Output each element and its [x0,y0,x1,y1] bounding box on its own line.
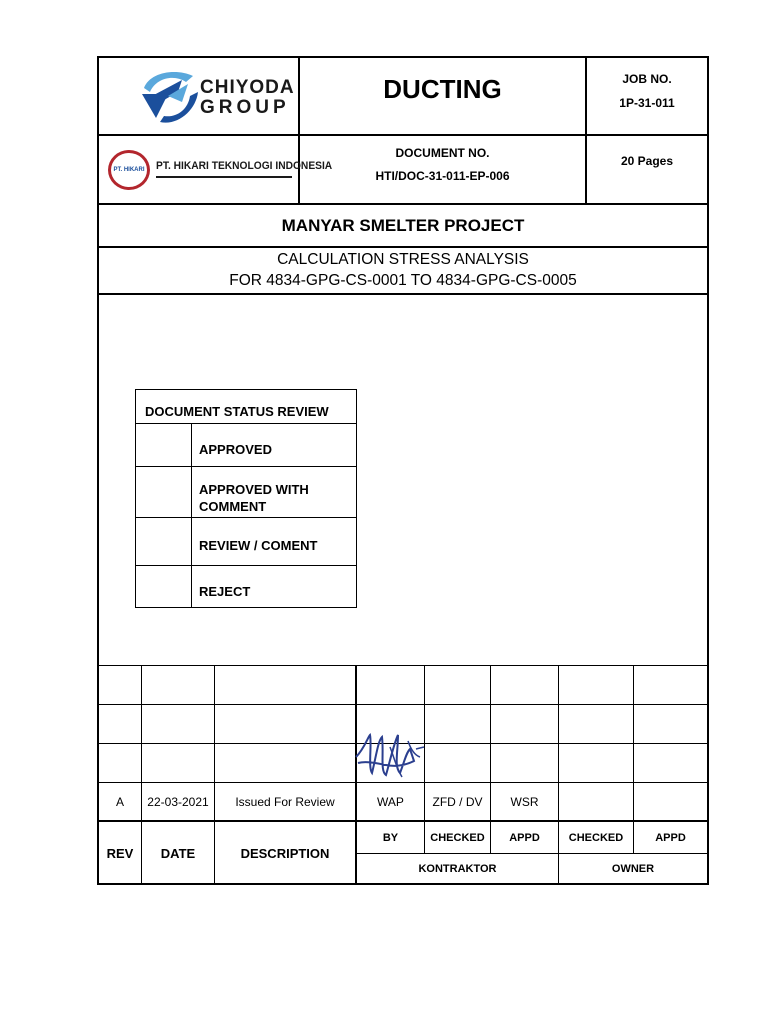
status-checkbox-reject[interactable] [136,566,191,607]
description-cell: Issued For Review [235,794,335,809]
chiyoda-logo [138,66,295,128]
status-option-approved: APPROVED [199,442,272,457]
divider [97,665,709,666]
document-no-value: HTI/DOC-31-011-EP-006 [375,169,510,183]
by-header: BY [382,831,399,844]
status-option-reject: REJECT [199,584,251,599]
rev-header: REV [106,845,134,861]
checked-cell: ZFD / DV [432,794,483,809]
document-no-label: DOCUMENT NO. [395,146,490,160]
signature [350,727,430,785]
owner-header: OWNER [611,863,655,875]
date-header: DATE [160,845,196,861]
job-no-label: JOB NO. [622,72,672,86]
status-checkbox-approved[interactable] [136,424,191,466]
appd-header: APPD [509,831,540,844]
subject-line1: CALCULATION STRESS ANALYSIS [277,250,529,268]
status-review-title: DOCUMENT STATUS REVIEW [145,404,329,419]
description-header: DESCRIPTION [240,845,330,861]
divider [97,293,709,295]
hikari-logo [106,148,333,192]
status-checkbox-review-coment[interactable] [136,518,191,565]
appd-cell: WSR [510,794,539,809]
date-cell: 22-03-2021 [147,794,209,809]
chiyoda-name-line2: GROUP [200,97,290,118]
subject-line2: FOR 4834-GPG-CS-0001 TO 4834-GPG-CS-0005 [229,271,577,289]
hikari-underline [156,176,292,178]
page-count: 20 Pages [620,154,674,168]
document-title: DUCTING [383,73,502,104]
owner-checked-header: CHECKED [568,831,624,844]
divider [97,134,709,136]
status-option-approved-with-comment: APPROVED WITH COMMENT [199,482,309,514]
status-checkbox-approved-with-comment[interactable] [136,467,191,517]
project-name: MANYAR SMELTER PROJECT [281,215,525,235]
divider [191,423,192,608]
hikari-badge-icon [108,150,150,190]
owner-appd-header: APPD [655,831,686,844]
job-no-value: 1P-31-011 [619,96,675,110]
chiyoda-name-line1: CHIYODA [200,77,295,98]
divider [97,704,709,705]
status-option-review-coment: REVIEW / COMENT [199,538,318,553]
rev-cell: A [115,794,124,809]
by-cell: WAP [377,794,404,809]
hikari-company-name: PT. HIKARI TEKNOLOGI INDONESIA [156,160,333,172]
contractor-header: KONTRAKTOR [418,863,497,875]
checked-header: CHECKED [430,831,485,844]
hikari-badge-text: PT. HIKARI [113,167,145,173]
